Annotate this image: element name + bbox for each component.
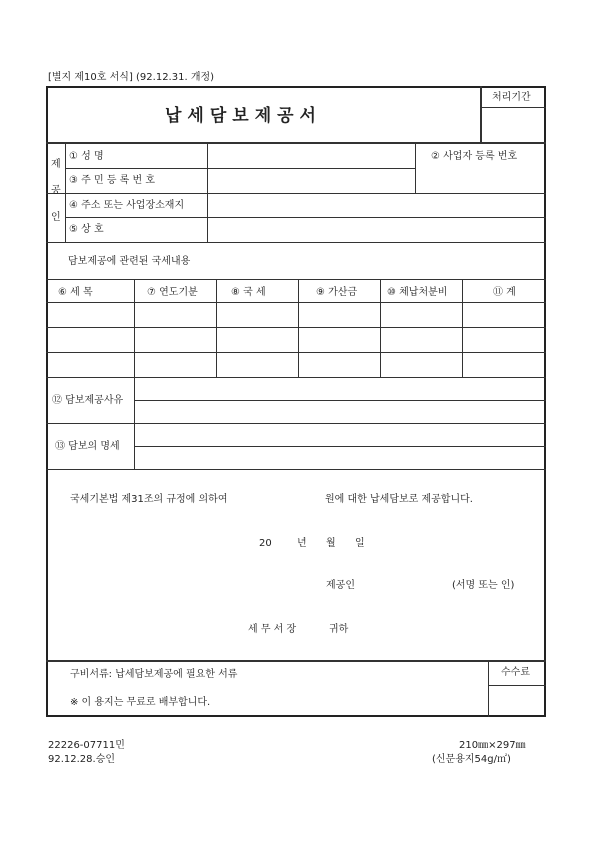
- name-label: ① 성 명: [69, 151, 104, 162]
- tax-item-header: ⑥ 세 목: [58, 287, 93, 298]
- form-code: 22226-07711민: [48, 740, 125, 751]
- collateral-label: ⑬ 담보의 명세: [55, 441, 120, 452]
- paper-spec: (신문용지54g/㎡): [432, 754, 511, 765]
- name-field[interactable]: [209, 145, 414, 167]
- table-cell[interactable]: [47, 303, 133, 326]
- addressee-suffix: 귀하: [329, 624, 349, 635]
- table-cell[interactable]: [463, 328, 545, 351]
- fee-field[interactable]: [490, 687, 545, 715]
- national-tax-header: ⑧ 국 세: [231, 287, 266, 298]
- fee-label: 수수료: [501, 667, 530, 678]
- table-cell[interactable]: [217, 328, 297, 351]
- table-cell[interactable]: [299, 303, 379, 326]
- provider-side-label-3: 인: [51, 212, 61, 223]
- trade-name-label: ⑤ 상 호: [69, 224, 104, 235]
- resident-number-label: ③ 주 민 등 록 번 호: [69, 175, 155, 186]
- address-field[interactable]: [209, 195, 545, 216]
- table-cell[interactable]: [217, 303, 297, 326]
- trade-name-field[interactable]: [209, 219, 545, 241]
- surcharge-header: ⑨ 가산금: [316, 287, 358, 298]
- business-number-label: ② 사업자 등록 번호: [431, 151, 518, 162]
- table-cell[interactable]: [381, 353, 461, 376]
- paper-size: 210㎜×297㎜: [459, 740, 526, 751]
- table-cell[interactable]: [217, 353, 297, 376]
- free-distribution-note: ※ 이 용지는 무료로 배부합니다.: [70, 697, 211, 708]
- processing-period-field[interactable]: [483, 109, 544, 141]
- date-month: 월: [326, 538, 336, 549]
- provider-side-label-1: 제: [51, 159, 61, 170]
- reason-label: ⑫ 담보제공사유: [52, 395, 124, 406]
- table-cell[interactable]: [463, 303, 545, 326]
- address-label: ④ 주소 또는 사업장소재지: [69, 200, 185, 211]
- table-cell[interactable]: [135, 353, 215, 376]
- amount-field[interactable]: [245, 490, 315, 506]
- processing-period-label: 처리기간: [492, 92, 531, 103]
- statement-suffix: 원에 대한 납세담보로 제공합니다.: [325, 494, 473, 505]
- table-cell[interactable]: [381, 303, 461, 326]
- collateral-field[interactable]: [136, 425, 545, 468]
- signer-field[interactable]: [365, 576, 445, 592]
- table-cell[interactable]: [381, 328, 461, 351]
- disposition-fee-header: ⑩ 체납처분비: [387, 287, 448, 298]
- approval-date: 92.12.28.승인: [48, 754, 116, 765]
- date-year-prefix: 20: [259, 538, 272, 549]
- table-cell[interactable]: [47, 328, 133, 351]
- date-day: 일: [355, 538, 365, 549]
- business-number-field[interactable]: [417, 170, 545, 192]
- table-cell[interactable]: [299, 353, 379, 376]
- year-header: ⑦ 연도기분: [147, 287, 198, 298]
- reason-field[interactable]: [136, 379, 545, 422]
- form-title: 납세담보제공서: [165, 106, 322, 126]
- required-documents: 구비서류: 납세담보제공에 필요한 서류: [70, 669, 238, 680]
- signer-label: 제공인: [326, 580, 355, 591]
- provider-side-label-2: 공: [51, 185, 61, 196]
- addressee: 세 무 서 장: [248, 624, 297, 635]
- total-header: ⑪ 계: [493, 287, 516, 298]
- table-cell[interactable]: [299, 328, 379, 351]
- date-year: 년: [297, 538, 307, 549]
- statement-prefix: 국세기본법 제31조의 규정에 의하여: [70, 494, 228, 505]
- related-tax-label: 담보제공에 관련된 국세내용: [68, 256, 191, 267]
- table-cell[interactable]: [463, 353, 545, 376]
- form-number-header: [별지 제10호 서식] (92.12.31. 개정): [48, 72, 215, 83]
- table-cell[interactable]: [135, 303, 215, 326]
- table-cell[interactable]: [47, 353, 133, 376]
- table-cell[interactable]: [135, 328, 215, 351]
- signature-note: (서명 또는 인): [452, 580, 515, 591]
- resident-number-field[interactable]: [209, 170, 414, 192]
